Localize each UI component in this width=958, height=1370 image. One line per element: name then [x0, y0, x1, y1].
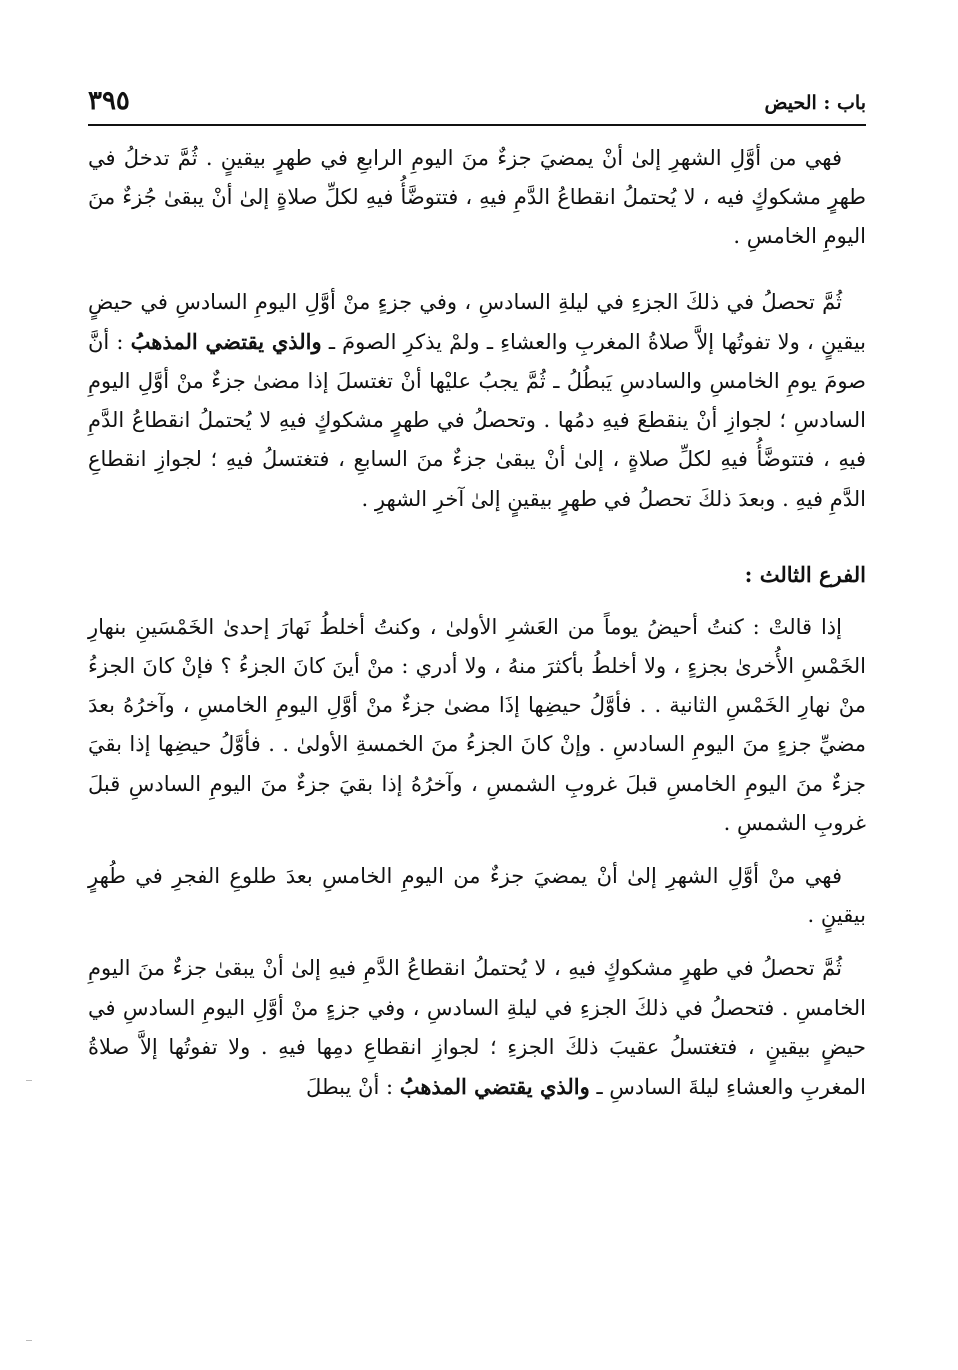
scan-margin-mark	[26, 1080, 32, 1081]
paragraph-2-bold-phrase: والذي يقتضي المذهبُ	[130, 328, 322, 354]
paragraph-5-bold-phrase: والذي يقتضي المذهبُ	[399, 1074, 590, 1100]
header-divider	[88, 124, 866, 126]
paragraph-2-text-b: : أنَّ صومَ يومِ الخامسِ والسادسِ يَبطُلُ ـ ثُمَّ يجبُ عليْها أنْ تغتسلَ إذا مضىٰ جزءٌ منْ أوَّلِ اليومِ السادسِ ؛ لجوازِ أنْ ينقطعَ فيهِ دمُها . وتحصلُ في طهرٍ مشكوكٍ فيهِ لا يُحتملُ انقطاعُ الدَّمِ فيهِ ، فتتوضَّأُ فيهِ لكلِّ صلاةٍ ، إلىٰ أنْ يبقىٰ جزءٌ منَ السابعِ ، فتغتسلُ فيهِ ؛ لجوازِ انقطاعِ الدَّمِ فيهِ . وبعدَ ذلكَ تحصلُ في طهرٍ بيقينٍ إلىٰ آخرِ الشهرِ .	[88, 329, 867, 511]
scan-margin-mark	[26, 1340, 32, 1341]
section-heading: الفرع الثالث :	[744, 561, 866, 587]
paragraph-1: فهي من أوَّلِ الشهرِ إلىٰ أنْ يمضيَ جزءٌ منَ اليومِ الرابعِ في طهرٍ بيقينٍ . ثُمَّ تدخلُ في طهرٍ مشكوكٍ فيه ، لا يُحتملُ انقطاعُ الدَّمِ فيهِ ، فتتوضَّأُ فيهِ لكلِّ صلاةٍ إلىٰ أنْ يبقىٰ جُزءٌ منَ اليومِ الخامسِ .	[88, 146, 866, 249]
paragraph-4: فهي منْ أوَّلِ الشهرِ إلىٰ أنْ يمضيَ جزءٌ من اليومِ الخامسِ بعدَ طلوعِ الفجرِ في طُهرٍ بيقينٍ .	[88, 864, 866, 928]
page-header	[88, 86, 866, 120]
paragraph-5-text-b: : أنْ يبطلَ	[306, 1075, 400, 1100]
page-number: ٣٩٥	[88, 86, 130, 116]
running-title: باب : الحيض	[764, 92, 866, 114]
page-body	[88, 139, 866, 1107]
paragraph-2	[88, 283, 866, 519]
paragraph-5	[88, 949, 866, 1107]
paragraph-5-text-a: ثُمَّ تحصلُ في طهرٍ مشكوكٍ فيهِ ، لا يُحتملُ انقطاعُ الدَّمِ فيهِ إلىٰ أنْ يبقىٰ جزءٌ منَ اليومِ الخامسِ . فتحصلُ في ذلكَ الجزءِ في ليلةِ السادسِ ، وفي جزءٍ منْ أوَّلِ اليومِ السادسِ في حيضٍ بيقينٍ ، فتغتسلُ عقيبَ ذلكَ الجزءِ ؛ لجوازِ انقطاعِ دمِها فيهِ . ولا تفوتُها إلاَّ صلاةُ المغربِ والعشاءِ ليلةَ السادسِ ـ	[88, 956, 866, 1100]
paragraph-2-text-a: ثُمَّ تحصلُ في ذلكَ الجزءِ في ليلةِ السادسِ ، وفي جزءٍ منْ أوَّلِ اليومِ السادسِ في حيضٍ بيقينٍ ، ولا تفوتُها إلاَّ صلاةُ المغربِ والعشاءِ ـ ولمْ يذكرِ الصومَ ـ	[88, 289, 867, 354]
paragraph-3: إذا قالتْ : كنتُ أحيضُ يوماً من العَشرِ الأولىٰ ، وكنتُ أخلطُ نَهارَ إحدىٰ الخَمْسَينِ بنهارِ الخَمْسِ الأُخرىٰ بجزءٍ ، ولا أخلطُ بأكثرَ منهُ ، ولا أدري : منْ أينَ كانَ الجزءُ ؟ فإنْ كانَ الجزءُ منْ نهارِ الخَمْسِ الثانية . . فأوَّلُ حيضِها إذَا مضىٰ جزءٌ منْ أوَّلِ اليومِ الخامسِ ، وآخرُهُ بعدَ مضيِّ جزءٍ منَ اليومِ السادسِ . وإنْ كانَ الجزءُ منَ الخمسةِ الأولىٰ . . فأوَّلُ حيضِها إذا بقيَ جزءٌ منَ اليومِ الخامسِ قبلَ غروبِ الشمسِ ، وآخرُهُ إذا بقيَ جزءٌ منَ اليومِ السادسِ قبلَ غروبِ الشمسِ .	[88, 614, 866, 835]
